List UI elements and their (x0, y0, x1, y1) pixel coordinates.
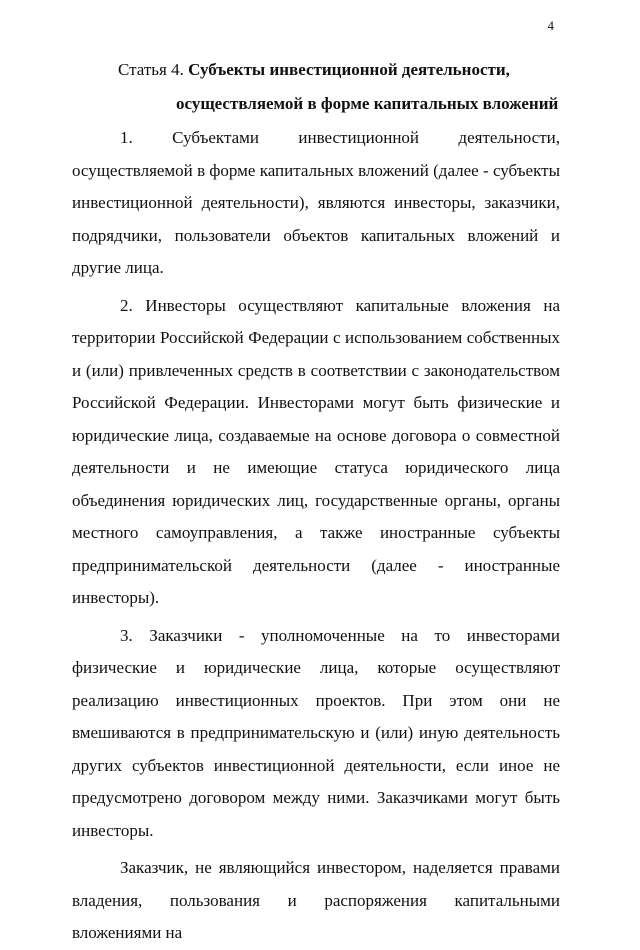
article-body (72, 122, 560, 950)
article-title-part2: осуществляемой в форме капитальных вложений (176, 94, 559, 113)
paragraph-3: 3. Заказчики - уполномоченные на то инвесторами физические и юридические лица, которые осуществляют реализацию инвестиционных проектов. При этом они не вмешиваются в предпринимательскую и (или) иную деятельность других субъектов инвестиционной деятельности, если иное не предусмотрено договором между ними. Заказчиками могут быть инвесторы. (72, 625, 560, 840)
paragraph-4: Заказчик, не являющийся инвестором, наделяется правами владения, пользования и распоряжения капитальными вложениями на (72, 858, 560, 942)
article-label: Статья 4. (118, 60, 184, 79)
paragraph-1: 1. Субъектами инвестиционной деятельности, осуществляемой в форме капитальных вложений (далее - субъекты инвестиционной деятельности), являются инвесторы, заказчики, подрядчики, пользователи объектов капитальных вложений и другие лица. (72, 128, 560, 277)
paragraph-2: 2. Инвесторы осуществляют капитальные вложения на территории Российской Федерации с использованием собственных и (или) привлеченных средств в соответствии с законодательством Российской Федерации. Инвесторами могут быть физические и юридические лица, создаваемые на основе договора о совместной деятельности и не имеющие статуса юридического лица объединения юридических лиц, государственные органы, органы местного самоуправления, а также иностранные субъекты предпринимательской деятельности (далее - иностранные инвесторы). (72, 295, 560, 607)
page-number: 4 (547, 18, 554, 33)
article-heading (118, 58, 510, 82)
article-title-part1: Субъекты инвестиционной деятельности, (188, 60, 510, 79)
